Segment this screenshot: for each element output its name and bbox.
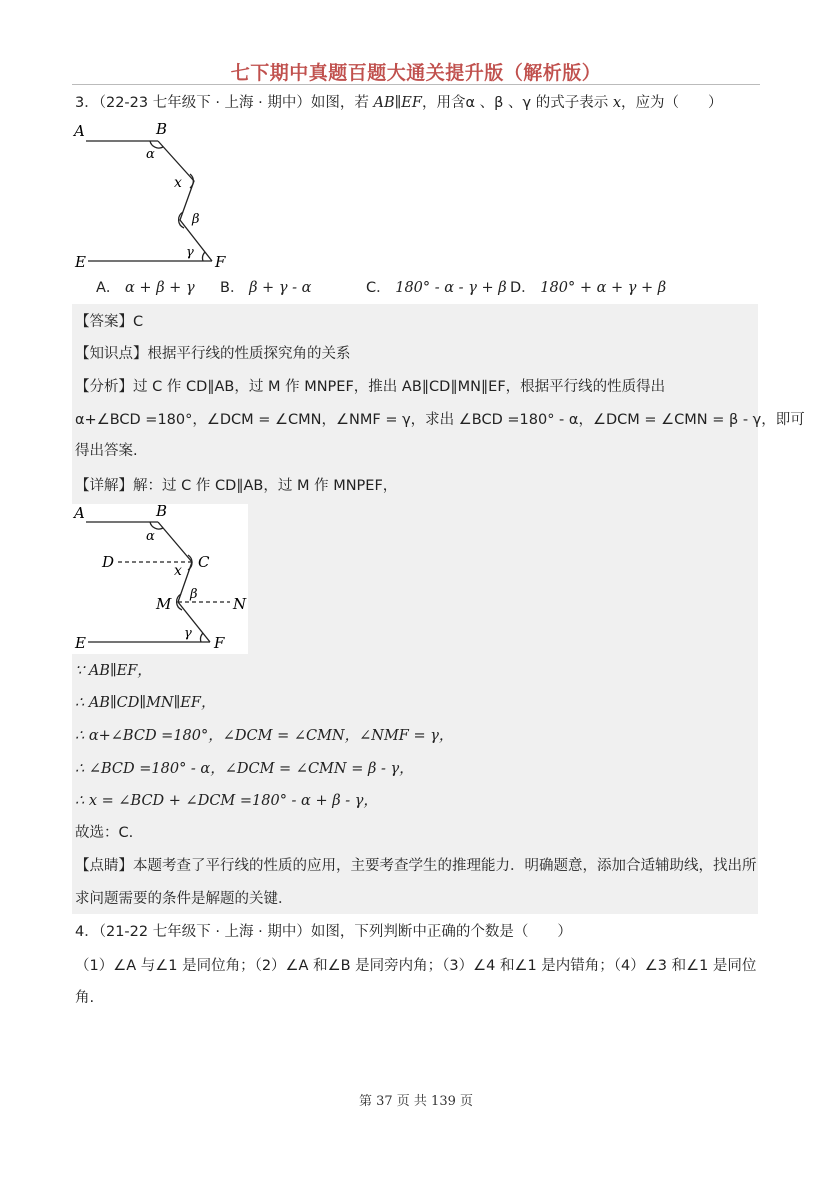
- label-b-2: B: [156, 504, 168, 520]
- label-alpha-2: α: [146, 529, 155, 544]
- step-line-2: ∴ AB∥CD∥MN∥EF，: [75, 695, 216, 711]
- label-d-2: D: [102, 553, 115, 571]
- q3-stem: [75, 93, 723, 113]
- q3-stem-mid: ，用含α 、β 、γ 的式子表示: [421, 95, 613, 111]
- step-line-3: ∴ α+∠BCD =180°，∠DCM = ∠CMN，∠NMF = γ，: [75, 728, 454, 744]
- comment-line-1: 【点睛】本题考查了平行线的性质的应用，主要考查学生的推理能力．明确题意，添加合适辅助线，找出所: [75, 858, 757, 874]
- option-a: [96, 278, 195, 298]
- label-beta: β: [192, 212, 200, 227]
- option-b-text: β + γ - α: [249, 280, 312, 296]
- label-x: x: [174, 175, 182, 191]
- step-line-5: ∴ x = ∠BCD + ∠DCM =180° - α + β - γ，: [75, 793, 378, 809]
- label-a: A: [74, 122, 85, 140]
- zigzag-path: [158, 141, 212, 261]
- label-n-2: N: [233, 595, 247, 613]
- option-c-letter: C．: [366, 280, 391, 296]
- option-a-text: α + β + γ: [125, 280, 195, 296]
- label-gamma: γ: [186, 245, 194, 260]
- knowledge-line: 【知识点】根据平行线的性质探究角的关系: [75, 346, 351, 362]
- q4-items-line-2: 角.: [75, 990, 95, 1006]
- analysis-line-1: 【分析】过 C 作 CD∥AB，过 M 作 MNPEF，推出 AB∥CD∥MN∥EF，根据平行线的性质得出: [75, 379, 666, 395]
- q4-items-line-1: （1）∠A 与∠1 是同位角；（2）∠A 和∠B 是同旁内角；（3）∠4 和∠1 是内错角；（4）∠3 和∠1 是同位: [75, 958, 757, 974]
- option-b: [220, 278, 311, 298]
- label-f-2: F: [214, 634, 225, 652]
- label-e: E: [75, 253, 86, 271]
- step-line-1: ∵ AB∥EF，: [75, 663, 152, 679]
- option-c-text: 180° - α - γ + β: [395, 280, 507, 296]
- q3-figure: [72, 118, 232, 274]
- q3-stem-suffix: ，应为（ ）: [621, 95, 723, 111]
- option-d: [510, 278, 666, 298]
- comment-line-2: 求问题需要的条件是解题的关键．: [75, 891, 293, 907]
- option-a-letter: A．: [96, 280, 121, 296]
- q3-stem-condition: AB∥EF: [373, 95, 422, 111]
- detail-line-1: 【详解】解：过 C 作 CD∥AB，过 M 作 MNPEF，: [75, 478, 398, 494]
- label-x-2: x: [174, 563, 182, 579]
- label-beta-2: β: [190, 587, 198, 602]
- label-alpha: α: [146, 147, 155, 162]
- option-d-text: 180° + α + γ + β: [540, 280, 667, 296]
- step-line-4: ∴ ∠BCD =180° - α，∠DCM = ∠CMN = β - γ，: [75, 761, 414, 777]
- option-b-letter: B．: [220, 280, 245, 296]
- choice-line: 故选：C.: [75, 825, 134, 841]
- option-d-letter: D．: [510, 280, 536, 296]
- analysis-line-2: α+∠BCD =180°，∠DCM = ∠CMN，∠NMF = γ，求出 ∠BCD =180° - α，∠DCM = ∠CMN = β - γ，即可: [75, 412, 805, 428]
- label-a-2: A: [74, 504, 85, 522]
- answer-line: 【答案】C: [75, 314, 144, 330]
- solution-figure-bg: [72, 504, 248, 654]
- label-c-2: C: [198, 553, 210, 571]
- label-f: F: [215, 253, 226, 271]
- q3-stem-variable: x: [612, 95, 621, 111]
- label-gamma-2: γ: [184, 626, 192, 641]
- label-b: B: [156, 120, 168, 138]
- label-e-2: E: [75, 634, 86, 652]
- solution-figure: [72, 504, 248, 654]
- label-m-2: M: [156, 595, 172, 613]
- page-header-title: 七下期中真题百题大通关提升版（解析版）: [230, 62, 602, 84]
- page-footer: 第 37 页 共 139 页: [358, 1094, 474, 1109]
- angle-gamma-arc: [203, 252, 205, 261]
- option-c: [366, 278, 507, 298]
- q4-stem: 4．（21-22 七年级下 · 上海 · 期中）如图，下列判断中正确的个数是（ ）: [75, 924, 572, 940]
- analysis-line-3: 得出答案.: [75, 443, 138, 459]
- header-divider: [72, 84, 760, 85]
- q3-stem-prefix: 3．（22-23 七年级下 · 上海 · 期中）如图，若: [75, 95, 374, 111]
